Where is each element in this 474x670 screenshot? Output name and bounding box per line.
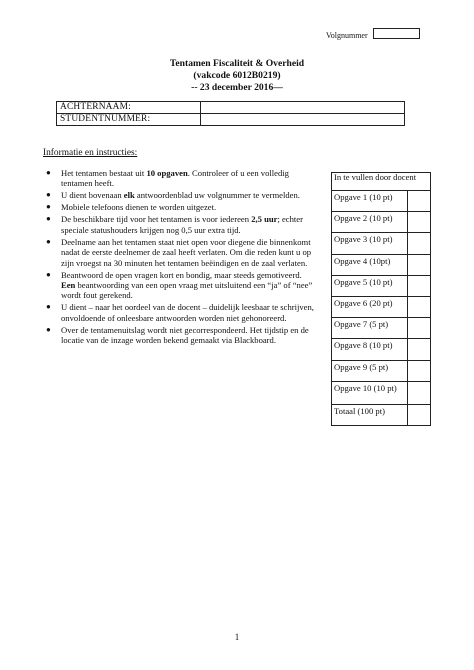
grading-row-label: Opgave 8 (10 pt) [332,339,408,360]
grading-header-row [332,173,431,191]
instruction-text: Over de tentamenuitslag wordt niet gecorrespondeerd. Het tijdstip en de locatie van de inzage worden bekend gemaakt via Blackboard. [61,324,309,346]
instruction-text: Beantwoord de open vragen kort en bondig, maar steeds gemotiveerd. [61,269,302,280]
exam-date: -- 23 december 2016— [191,82,283,93]
grading-row-label: Opgave 9 (5 pt) [332,360,408,381]
instruction-emphasis: 2,5 uur [251,214,278,225]
achternaam-label: ACHTERNAAM: [57,102,201,114]
studentnummer-row [57,114,405,126]
instruction-text: U dient bovenaan [61,190,124,201]
instruction-emphasis: 10 opgaven [146,168,188,178]
score-cell[interactable] [408,254,431,275]
total-score-cell[interactable] [408,404,431,425]
exam-title: Tentamen Fiscaliteit & Overheid [169,58,305,69]
bullet-icon: ● [46,236,51,246]
instruction-item [45,202,315,212]
bullet-icon: ● [46,202,51,212]
score-cell[interactable] [408,360,431,381]
instruction-text: antwoordenblad uw volgnummer te vermelden. [134,190,300,201]
grading-total-label: Totaal (100 pt) [332,404,408,425]
instruction-item [45,270,315,301]
bullet-icon: ● [46,168,51,177]
score-cell[interactable] [408,275,431,296]
grading-row [332,212,431,233]
grading-row [332,318,431,339]
grading-row-label: Opgave 10 (10 pt) [332,381,408,404]
instruction-text: ; echter speciale statushouders krijgen nog 0,5 uur extra tijd. [61,214,303,235]
bullet-icon: ● [46,269,51,279]
grading-row [332,275,431,296]
achternaam-field[interactable] [201,102,405,114]
instruction-text: Deelname aan het tentamen staat niet open voor diegene die binnenkomt nadat de eerste deelnemer de zaal heeft verlaten. Om die reden kunt u op zijn vroegst na 30 minuten het tentamen beëindigen en de zaal verlaten. [61,236,312,268]
grading-row [332,191,431,212]
score-cell[interactable] [408,339,431,360]
studentnummer-field[interactable] [201,114,405,126]
bullet-icon: ● [46,214,51,224]
instruction-item [45,190,315,200]
instructions-list [45,168,315,347]
grading-header: In te vullen door docent [332,173,431,191]
grading-table [331,172,431,426]
studentnummer-label: STUDENTNUMMER: [57,114,201,126]
student-id-table [56,101,405,126]
score-cell[interactable] [408,296,431,317]
score-cell[interactable] [408,212,431,233]
instruction-text: U dient – naar het oordeel van de docent – duidelijk leesbaar te schrijven, onvoldoende of onleesbare antwoorden worden niet gehonoreerd. [61,302,314,323]
instruction-text: De beschikbare tijd voor het tentamen is voor iedereen [61,214,252,225]
grading-row [332,233,431,254]
grading-row-label: Opgave 1 (10 pt) [332,191,408,212]
page-number: 1 [234,632,240,642]
grading-row-label: Opgave 5 (10 pt) [332,275,408,296]
instruction-text: Mobiele telefoons dienen te worden uitgezet. [61,202,217,213]
instruction-item [45,302,315,323]
exam-course-code: (vakcode 6012B0219) [193,70,281,81]
bullet-icon: ● [46,324,51,334]
grading-row [332,381,431,404]
grading-row [332,296,431,317]
achternaam-row [57,102,405,114]
grading-row-label: Opgave 3 (10 pt) [332,233,408,254]
grading-row-label: Opgave 4 (10pt) [332,254,408,275]
score-cell[interactable] [408,381,431,404]
instruction-item [45,168,315,189]
instruction-text: beantwoording van een open vraag met uitsluitend een “ja” of “nee” wordt fout gerekend. [61,280,313,301]
grading-row [332,254,431,275]
instruction-emphasis: Een [61,280,76,291]
grading-row-label: Opgave 6 (20 pt) [332,296,408,317]
grading-row-label: Opgave 2 (10 pt) [332,212,408,233]
score-cell[interactable] [408,191,431,212]
score-cell[interactable] [408,233,431,254]
instruction-item [45,214,315,235]
grading-row [332,360,431,381]
instruction-text: Het tentamen bestaat uit [61,168,147,178]
info-heading: Informatie en instructies: [43,148,138,158]
bullet-icon: ● [46,190,51,200]
grading-row-label: Opgave 7 (5 pt) [332,318,408,339]
grading-total-row [332,404,431,425]
score-cell[interactable] [408,318,431,339]
instruction-text: . Controleer of u een volledig tentamen heeft. [61,168,289,189]
instruction-item [45,325,315,346]
instruction-item [45,237,315,268]
instruction-emphasis: elk [123,190,135,201]
volgnummer-label: Volgnummer [326,31,368,40]
bullet-icon: ● [46,302,51,312]
volgnummer-field[interactable] [373,28,420,39]
grading-row [332,339,431,360]
